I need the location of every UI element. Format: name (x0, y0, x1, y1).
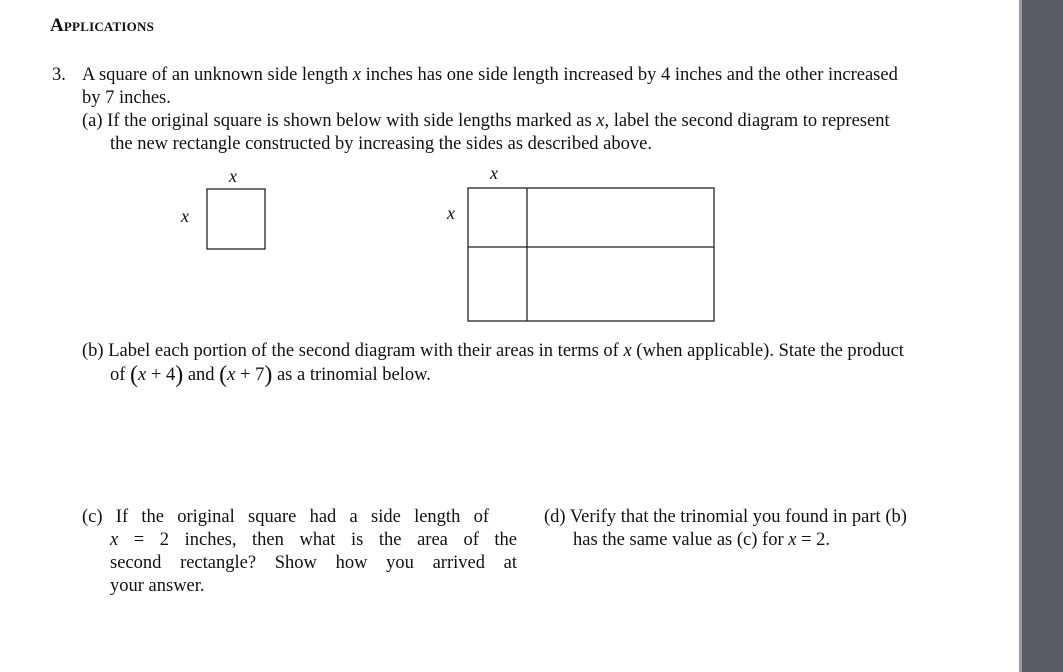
square-left-label: x (181, 206, 189, 226)
part-c-text (82, 506, 518, 598)
part-b-line2: of (x + 4) and (x + 7) as a trinomial below. (110, 362, 431, 388)
part-a-line2: the new rectangle constructed by increasing the sides as described above. (110, 134, 652, 154)
part-a-line1: (a) If the original square is shown below with side lengths marked as x, label the second diagram to represent (82, 111, 890, 131)
problem-stem-line2: by 7 inches. (82, 88, 171, 108)
original-square (207, 189, 265, 249)
new-rectangle-outline (468, 188, 714, 321)
part-d-line2: has the same value as (c) for x = 2. (573, 530, 831, 550)
square-top-label: x (229, 166, 237, 186)
new-rectangle-diagram (446, 163, 714, 321)
problem-number: 3. (52, 65, 66, 85)
part-c-row4: your answer. (110, 576, 205, 596)
part-d-text (544, 506, 907, 552)
section-heading: Applications (50, 15, 155, 36)
part-d-line1: (d) Verify that the trinomial you found in part (b) (544, 507, 907, 527)
part-c-row2: x = 2 inches, then what is the area of the (110, 530, 518, 550)
part-b-line1: (b) Label each portion of the second diagram with their areas in terms of x (when applicable). State the product (82, 341, 904, 361)
part-c-row1: (c) If the original square had a side length of (82, 507, 489, 527)
rectangle-left-label: x (447, 203, 455, 223)
rectangle-top-label: x (490, 163, 498, 183)
part-c-row3: second rectangle? Show how you arrived at (110, 553, 518, 573)
original-square-diagram (180, 166, 265, 249)
problem-stem-line1: A square of an unknown side length x inches has one side length increased by 4 inches and the other increased (82, 65, 898, 85)
